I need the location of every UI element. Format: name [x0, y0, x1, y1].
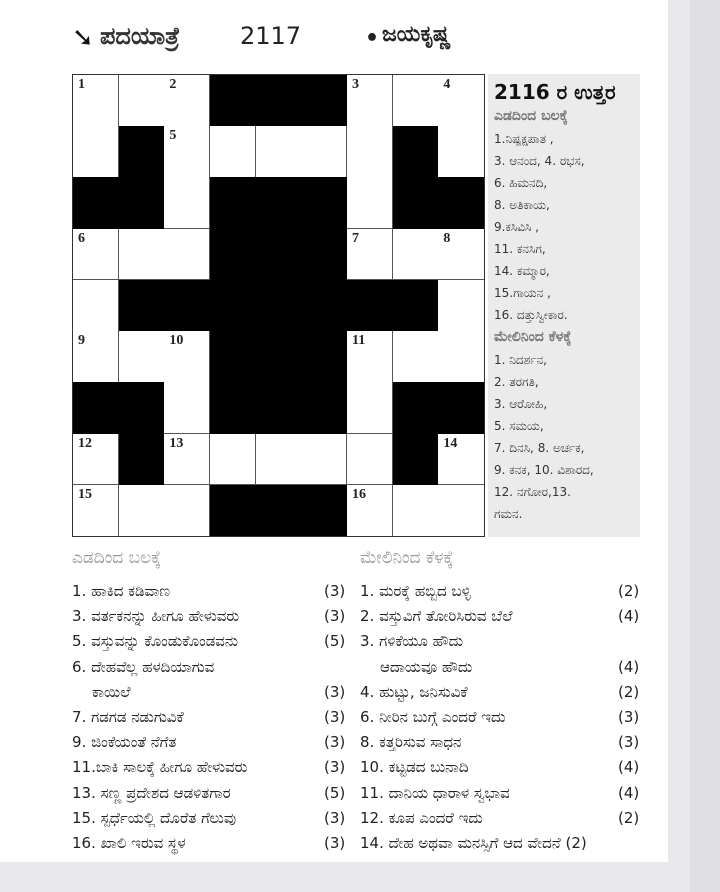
answers-down-heading: ಮೇಲಿನಿಂದ ಕೆಳಕ್ಕೆ	[494, 329, 572, 345]
grid-cell[interactable]	[438, 229, 484, 281]
black-cell	[119, 434, 165, 486]
black-cell	[438, 382, 484, 434]
down-clue-length: (4)	[618, 783, 640, 802]
black-cell	[210, 280, 256, 332]
across-clue-text: 6. ದೇಹವೆಲ್ಲ ಹಳದಿಯಾಗುವ	[72, 657, 215, 676]
cell-number: 1	[78, 77, 85, 92]
across-clue-text: 5. ವಸ್ತುವನ್ನು ಕೊಂಡುಕೊಂಡವನು	[72, 632, 239, 651]
grid-cell[interactable]	[301, 434, 347, 486]
grid-cell[interactable]	[73, 280, 119, 332]
across-clue-length: (3)	[324, 682, 346, 701]
down-clue-text: 11. ದಾನಿಯ ಧಾರಾಳ ಸ್ವಭಾವ	[360, 783, 510, 802]
grid-cell[interactable]	[347, 126, 393, 178]
grid-cell[interactable]	[164, 75, 210, 127]
grid-cell[interactable]	[393, 75, 439, 127]
cell-number: 4	[443, 77, 451, 92]
black-cell	[393, 177, 439, 229]
down-clue-length: (2)	[618, 682, 640, 701]
across-clue-length: (3)	[324, 607, 346, 626]
answer-across-line: 1.ನಿಷ್ಪಕ್ಷಪಾತ ,	[494, 132, 554, 146]
grid-cell[interactable]	[73, 229, 119, 281]
black-cell	[119, 280, 165, 332]
across-clue-length: (3)	[324, 758, 346, 777]
down-clue-text: 2. ವಸ್ತುವಿಗೆ ತೋರಿಸಿರುವ ಬೆಲೆ	[360, 607, 513, 626]
black-cell	[393, 382, 439, 434]
grid-cell[interactable]	[256, 434, 302, 486]
black-cell	[119, 382, 165, 434]
down-clue-length: (4)	[618, 758, 640, 777]
grid-cell[interactable]	[119, 75, 165, 127]
grid-cell[interactable]	[393, 229, 439, 281]
cell-number: 15	[78, 486, 92, 502]
puzzle-number: 2117	[240, 22, 302, 50]
grid-cell[interactable]	[438, 75, 484, 127]
grid-cell[interactable]	[119, 331, 165, 383]
black-cell	[438, 177, 484, 229]
down-clue-length: (2)	[618, 808, 640, 827]
grid-cell[interactable]	[164, 485, 210, 536]
across-clue-length: (3)	[324, 733, 346, 752]
grid-cell[interactable]	[73, 434, 119, 486]
bullet-icon: •	[365, 26, 380, 51]
answer-across-line: 8. ಅತಿಕಾಯ,	[494, 198, 550, 212]
grid-cell[interactable]	[393, 485, 439, 536]
black-cell	[210, 331, 256, 383]
grid-cell[interactable]	[347, 485, 393, 536]
black-cell	[256, 280, 302, 332]
cell-number: 2	[169, 77, 177, 92]
down-clue-text: 4. ಹುಟ್ಟು, ಜನಿಸುವಿಕೆ	[360, 682, 468, 701]
answers-across-heading: ಎಡದಿಂದ ಬಲಕ್ಕೆ	[494, 108, 568, 124]
down-clue-length: (4)	[618, 657, 640, 676]
black-cell	[73, 382, 119, 434]
grid-cell[interactable]	[119, 229, 165, 281]
down-clue-length: (2)	[618, 582, 640, 600]
black-cell	[210, 382, 256, 434]
across-clue-length: (3)	[324, 582, 346, 600]
grid-cell[interactable]	[73, 126, 119, 178]
grid-cell[interactable]	[301, 126, 347, 178]
across-clue-length: (3)	[324, 808, 346, 827]
black-cell	[119, 177, 165, 229]
across-clue-text: 9. ಜಿಂಕೆಯಂತೆ ನೆಗೆತ	[72, 733, 177, 752]
clues-across-heading: ಎಡದಿಂದ ಬಲಕ್ಕೆ	[72, 548, 162, 568]
answer-down-line: 7. ದಿನಸಿ, 8. ಅರ್ಚಕ,	[494, 441, 585, 455]
answer-down-line: ಗಮನ.	[494, 507, 523, 521]
black-cell	[210, 177, 256, 229]
down-clue-text: 8. ಕತ್ತರಿಸುವ ಸಾಧನ	[360, 733, 462, 752]
cell-number: 8	[443, 230, 451, 246]
crossword-grid	[72, 74, 485, 537]
grid-cell[interactable]	[438, 434, 484, 486]
answer-down-line: 2. ತರಗತಿ,	[494, 375, 539, 389]
black-cell	[301, 75, 347, 127]
down-clue-text: 14. ದೇಹ ಅಥವಾ ಮನಸ್ಸಿಗೆ ಆದ ವೇದನೆ (2)	[360, 834, 587, 852]
across-clue-text: 13. ಸಣ್ಣ ಪ್ರದೇಶದ ಆಡಳಿತಗಾರ	[72, 783, 231, 802]
grid-cell[interactable]	[164, 126, 210, 178]
cell-number: 14	[443, 435, 458, 451]
grid-cell[interactable]	[438, 485, 484, 536]
cell-number: 13	[169, 435, 184, 451]
across-clue-length: (5)	[324, 783, 346, 802]
grid-cell[interactable]	[347, 229, 393, 281]
grid-cell[interactable]	[164, 382, 210, 434]
across-clue-length: (3)	[324, 834, 346, 852]
cell-number: 6	[78, 230, 85, 246]
grid-cell[interactable]	[438, 126, 484, 178]
answer-across-line: 9.ಕಸಿವಿಸಿ ,	[494, 220, 539, 234]
across-clue-length: (5)	[324, 632, 346, 651]
answer-across-line: 11. ಕನಸಿಗ,	[494, 242, 546, 256]
down-clue-length: (3)	[618, 733, 640, 752]
answer-across-line: 14. ಕಮ್ಮಾರ,	[494, 264, 550, 278]
black-cell	[301, 485, 347, 536]
black-cell	[301, 331, 347, 383]
down-clue-length: (4)	[618, 607, 640, 626]
cell-number: 5	[169, 128, 177, 144]
answer-down-line: 9. ಕನಕ, 10. ವಿಶಾರದ,	[494, 463, 594, 477]
grid-cell[interactable]	[347, 331, 393, 383]
puzzle-author: ಜಯಕೃಷ್ಣ	[382, 22, 451, 47]
grid-cell[interactable]	[256, 126, 302, 178]
answer-across-line: 3. ಆನಂದ, 4. ರಭಸ,	[494, 154, 585, 168]
down-clue-text: 1. ಮರಕ್ಕೆ ಹಬ್ಬಿದ ಬಳ್ಳಿ	[360, 582, 471, 600]
across-clue-text: 16. ಖಾಲಿ ಇರುವ ಸ್ಥಳ	[72, 834, 186, 852]
black-cell	[347, 280, 393, 332]
across-clue-text: 3. ವರ್ತಕನನ್ನು ಹೀಗೂ ಹೇಳುವರು	[72, 607, 240, 626]
grid-cell[interactable]	[438, 280, 484, 332]
grid-cell[interactable]	[73, 331, 119, 383]
across-clue-text: 15. ಸ್ಪರ್ಧೆಯಲ್ಲಿ ದೊರೆತ ಗೆಲುವು	[72, 808, 237, 827]
black-cell	[301, 229, 347, 281]
down-clue-text: 10. ಕಟ್ಟಡದ ಬುನಾದಿ	[360, 758, 469, 777]
across-clue-text: ಕಾಯಿಲೆ	[92, 682, 131, 701]
grid-cell[interactable]	[164, 177, 210, 229]
down-clue-length: (3)	[618, 708, 640, 726]
black-cell	[256, 75, 302, 127]
answer-across-line: 15.ಗಾಯನ ,	[494, 286, 551, 300]
grid-cell[interactable]	[393, 331, 439, 383]
cell-number: 3	[352, 77, 359, 92]
grid-cell[interactable]	[164, 229, 210, 281]
down-clue-text: ಆದಾಯವೂ ಹೌದು	[380, 657, 473, 676]
arrow-icon: ➘	[72, 23, 94, 53]
answers-title: 2116 ರ ಉತ್ತರ	[494, 80, 616, 104]
grid-cell[interactable]	[347, 434, 393, 486]
answer-across-line: 6. ಹಿಮನದಿ,	[494, 176, 548, 190]
black-cell	[210, 229, 256, 281]
clues-down-heading: ಮೇಲಿನಿಂದ ಕೆಳಕ್ಕೆ	[360, 548, 454, 568]
answer-down-line: 3. ಆರೋಹಿ,	[494, 397, 548, 411]
cell-number: 7	[352, 230, 359, 246]
black-cell	[73, 177, 119, 229]
black-cell	[393, 126, 439, 178]
answer-down-line: 5. ಸಮಯ,	[494, 419, 544, 433]
grid-cell[interactable]	[73, 485, 119, 536]
grid-cell[interactable]	[347, 177, 393, 229]
grid-cell[interactable]	[347, 75, 393, 127]
black-cell	[119, 126, 165, 178]
answer-down-line: 1. ನಿದರ್ಶನ,	[494, 353, 547, 367]
grid-cell[interactable]	[164, 331, 210, 383]
down-clue-text: 6. ನೀರಿನ ಬುಗ್ಗೆ ಎಂದರೆ ಇದು	[360, 708, 506, 726]
black-cell	[256, 331, 302, 383]
across-clue-text: 7. ಗಡಗಡ ನಡುಗುವಿಕೆ	[72, 708, 184, 726]
black-cell	[210, 485, 256, 536]
answer-down-line: 12. ನಗೋರ,13.	[494, 485, 571, 499]
black-cell	[393, 280, 439, 332]
across-clue-length: (3)	[324, 708, 346, 726]
black-cell	[301, 177, 347, 229]
page-edge	[690, 0, 720, 892]
cell-number: 10	[169, 333, 184, 349]
grid-cell[interactable]	[210, 434, 256, 486]
black-cell	[301, 382, 347, 434]
across-clue-text: 11.ಬಾಕಿ ಸಾಲಕ್ಕೆ ಹೀಗೂ ಹೇಳುವರು	[72, 758, 248, 777]
black-cell	[256, 485, 302, 536]
answer-across-line: 16. ದತ್ತುಸ್ವೀಕಾರ.	[494, 308, 568, 322]
previous-answers-panel	[488, 74, 640, 537]
grid-cell[interactable]	[210, 126, 256, 178]
grid-cell[interactable]	[164, 434, 210, 486]
cell-number: 11	[352, 333, 366, 349]
down-clue-text: 3. ಗಳಿಕೆಯೂ ಹೌದು	[360, 632, 464, 651]
down-clue-text: 12. ಕೂಪ ಎಂದರೆ ಇದು	[360, 808, 483, 827]
across-clue-text: 1. ಹಾಕಿದ ಕಡಿವಾಣ	[72, 582, 171, 600]
grid-cell[interactable]	[73, 75, 119, 127]
black-cell	[210, 75, 256, 127]
black-cell	[393, 434, 439, 486]
black-cell	[256, 177, 302, 229]
cell-number: 16	[352, 486, 366, 502]
cell-number: 9	[78, 333, 85, 349]
cell-number: 12	[78, 435, 92, 451]
black-cell	[301, 280, 347, 332]
black-cell	[164, 280, 210, 332]
puzzle-title: ಪದಯಾತ್ರೆ	[100, 22, 180, 50]
black-cell	[256, 229, 302, 281]
grid-cell[interactable]	[347, 382, 393, 434]
black-cell	[256, 382, 302, 434]
grid-cell[interactable]	[119, 485, 165, 536]
grid-cell[interactable]	[438, 331, 484, 383]
